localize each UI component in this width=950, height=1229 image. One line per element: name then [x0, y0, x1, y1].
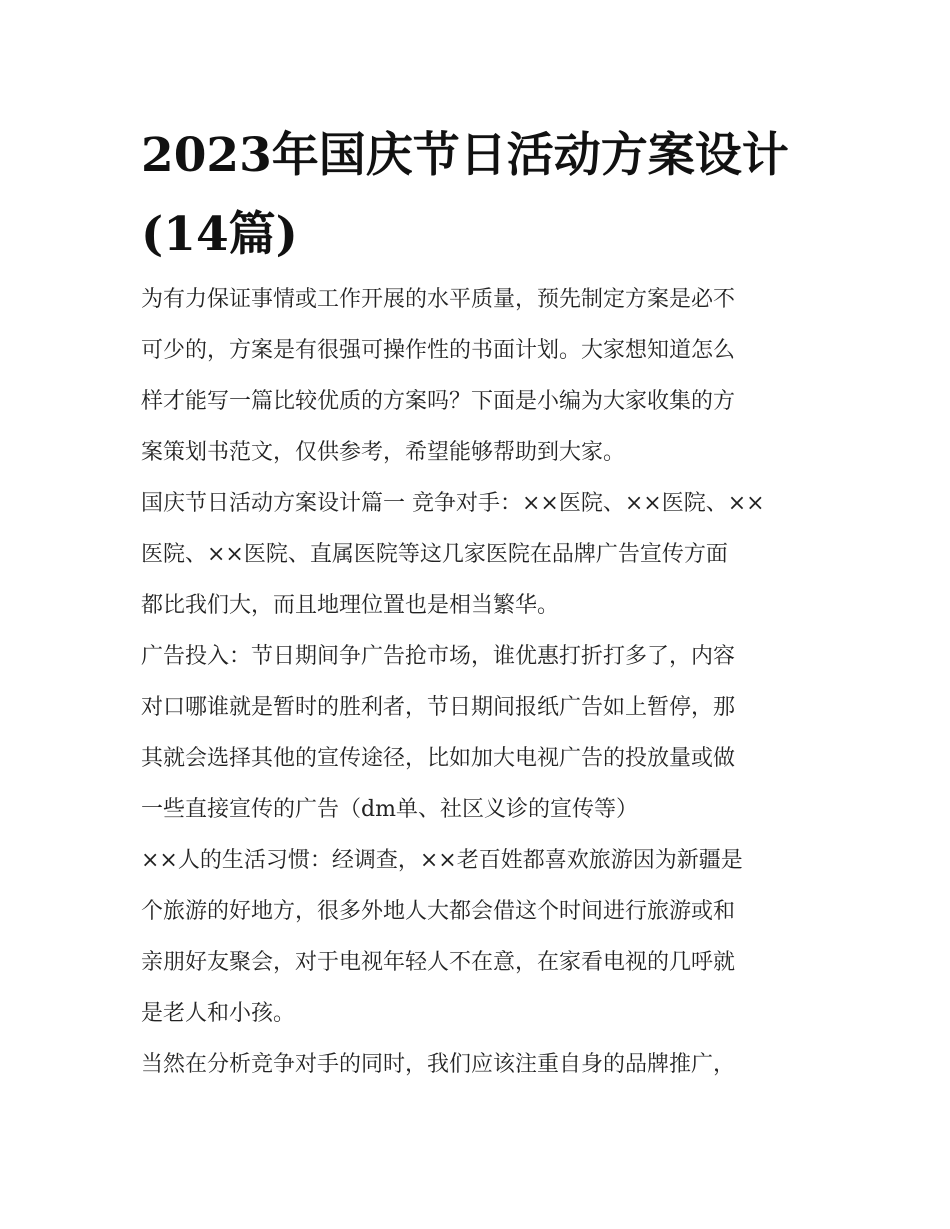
- paragraph-1-line-4: 案策划书范文，仅供参考，希望能够帮助到大家。: [141, 440, 626, 465]
- paragraph-2-line-3: 都比我们大，而且地理位置也是相当繁华。: [141, 593, 560, 618]
- paragraph-3-line-2: 对口哪谁就是暂时的胜利者，节日期间报纸广告如上暂停，那: [141, 695, 736, 720]
- paragraph-1-line-1: 为有力保证事情或工作开展的水平质量，预先制定方案是必不: [141, 287, 736, 312]
- paragraph-3-line-3: 其就会选择其他的宣传途径，比如加大电视广告的投放量或做: [141, 746, 736, 771]
- document-title-line-1: 2023年国庆节日活动方案设计: [141, 128, 789, 183]
- paragraph-2-line-1: 国庆节日活动方案设计篇一 竞争对手：××医院、××医院、××: [141, 491, 765, 516]
- paragraph-3-line-4: 一些直接宣传的广告（dm单、社区义诊的宣传等）: [141, 797, 638, 822]
- paragraph-1-line-2: 可少的，方案是有很强可操作性的书面计划。大家想知道怎么: [141, 338, 736, 363]
- paragraph-4-line-3: 亲朋好友聚会，对于电视年轻人不在意，在家看电视的几呼就: [141, 950, 736, 975]
- paragraph-4-line-1: ××人的生活习惯：经调查，××老百姓都喜欢旅游因为新疆是: [141, 848, 743, 873]
- paragraph-5-line-1: 当然在分析竞争对手的同时，我们应该注重自身的品牌推广，: [141, 1052, 736, 1077]
- paragraph-2-line-2: 医院、××医院、直属医院等这几家医院在品牌广告宣传方面: [141, 542, 728, 567]
- paragraph-4-line-2: 个旅游的好地方，很多外地人大都会借这个时间进行旅游或和: [141, 899, 736, 924]
- paragraph-3-line-1: 广告投入：节日期间争广告抢市场，谁优惠打折打多了，内容: [141, 644, 736, 669]
- paragraph-1-line-3: 样才能写一篇比较优质的方案吗？下面是小编为大家收集的方: [141, 389, 736, 414]
- document-title-line-2: (14篇): [141, 207, 298, 262]
- paragraph-4-line-4: 是老人和小孩。: [141, 1001, 296, 1026]
